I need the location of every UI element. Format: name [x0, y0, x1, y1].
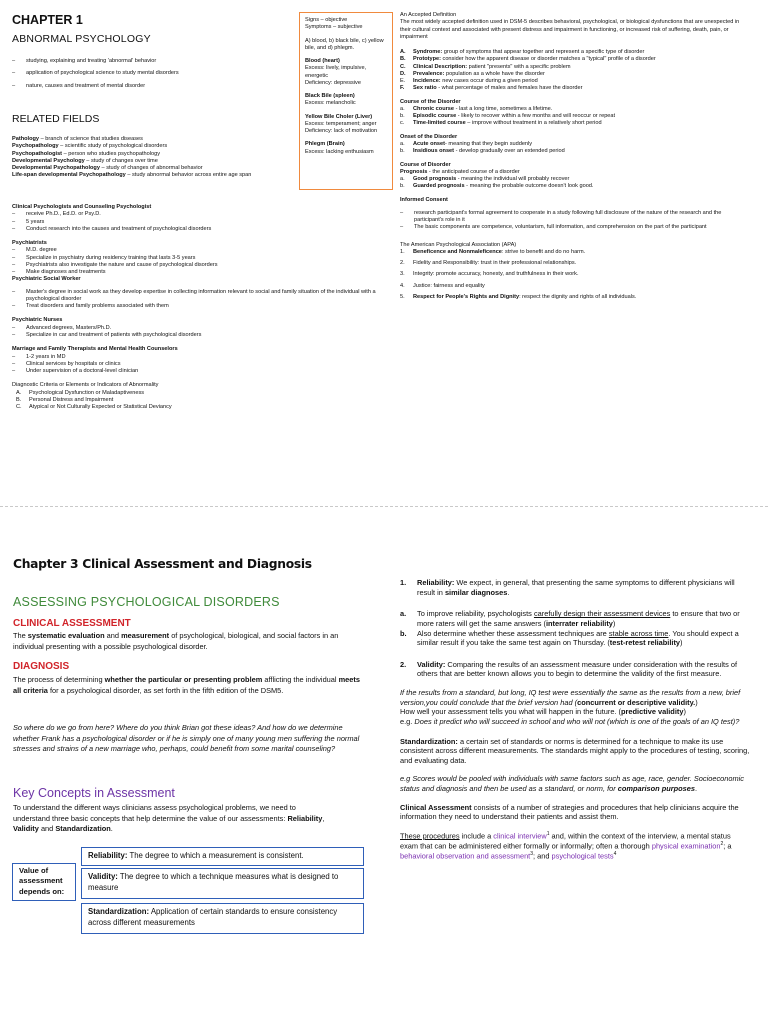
field-row: Psychopathologist – person who studies psychopathology [12, 150, 161, 157]
standardization-box: Standardization: Application of certain standards to ensure consistency across different measurements [81, 903, 364, 934]
field-row: Life-span developmental Psychopathology – study abnormal behavior across entire age span [12, 172, 252, 179]
course2-title: Course of Disorder [400, 161, 451, 168]
related-fields-list [12, 136, 297, 180]
intro-bullet: nature, causes and treatment of mental disorder [26, 82, 146, 89]
italic-paragraph: So where do we go from here? Where do you think Brian got these ideas? And how do we determine whether Frank has a psychological disorder or if he is simply one of many young men suffering the normal stresses and strains of a new marriage who, perhaps, could benefit from some marital counseling? [13, 723, 360, 754]
intro-bullet: studying, explaining and treating 'abnormal' behavior [26, 58, 157, 64]
related-fields-title: RELATED FIELDS [12, 113, 100, 125]
diagnosis-heading: DIAGNOSIS [13, 661, 70, 672]
value-label-box: Value of assessment depends on: [12, 863, 76, 901]
procedures-text: These procedures include a clinical interview$^1$ and, within the context of the interview, a mental status exam that can be administered either formally or informally; often a thorough physical examination$^2$; a behavioral observation and assessment$^3$; and psychological tests$^4$ [400, 830, 732, 861]
consent-title: Informed Consent [400, 196, 448, 203]
validity-box: Validity: The degree to which a technique measures what is designed to measure [81, 868, 364, 899]
reliability-box: Reliability: The degree to which a measurement is consistent. [81, 847, 364, 866]
assessing-heading: ASSESSING PSYCHOLOGICAL DISORDERS [13, 595, 280, 609]
apa-title: The American Psychological Association (APA) [400, 241, 517, 248]
chapter-subtitle: ABNORMAL PSYCHOLOGY [12, 33, 151, 45]
intro-bullet: application of psychological science to study mental disorders [26, 70, 179, 77]
professions-section: Clinical Psychologists and Counseling Psychologist – receive Ph.D., Ed.D. or Psy.D. – 5 years – Conduct research into the causes and treatment of psychological disorders Psychiatrists – M.D. degree – Specialize in psychiatry during residency training that lasts 3-5 years – Psychiatrists also investigate the nature and cause of psychological disorders – Make diagnoses and treatments Psychiatric Social Worker – Master's degree in social work as they develop expertise in collecting information relevant to social and family situation of the individual with a psychological disorder – Treat disorders and family problems associated with them Psychiatric Nurses – Advanced degrees, Masters/Ph.D. – Specialize in car and treatment of patients with psychological disorders Marriage and Family Therapists and Mental Health Counselors – 1-2 years in MD – Clinical services by hospitals or clinics – Under supervision of a doctoral-level clinician Diagnostic Criteria or Elements or Indicators of Abnormality A. Psychological Dysfunction or Maladaptiveness B. Personal Distress and Impairment C. Atypical or Not Culturally Expected or Statistical Deviancy [12, 204, 376, 411]
field-row: Developmental Psychology – study of changes over time [12, 157, 158, 164]
field-row: Psychopathology – scientific study of psychological disorders [12, 143, 168, 150]
point-validity: 2. Validity: Comparing the results of an assessment measure under consideration with the results of others that are better known allows you to begin to determine the validity of the first measure. [400, 659, 738, 679]
chapter3-title: Chapter 3 Clinical Assessment and Diagnosis [13, 557, 312, 571]
assessment-details-column [400, 578, 750, 861]
key-concepts-text: To understand the different ways clinicians assess psychological problems, we need to understand three basic concepts that help determine the value of our assessments: Reliability, Validity and Standardization. [13, 803, 325, 834]
definition-text: The most widely accepted definition used in DSM-5 describes behavioral, psychological, or biological dysfunctions that are unexpected in their cultural context and associated with present distress and impairment in functioning, or increased risk of suffering, death, pain, or impairment [400, 19, 740, 40]
clinical-title: Clinical Psychologists and Counseling Psychologist [12, 204, 152, 210]
chapter-title: CHAPTER 1 [12, 13, 83, 27]
point-reliability: 1. Reliability: We expect, in general, that presenting the same symptoms to different physicians will result in similar diagnoses. [400, 578, 735, 597]
intro-bullets: – studying, explaining and treating 'abnormal' behavior – application of psychological science to study mental disorders – nature, causes and treatment of mental disorder [12, 58, 179, 89]
humor-title: Blood (heart) [305, 58, 340, 65]
psychiatrists-title: Psychiatrists [12, 240, 47, 247]
key-concepts-heading: Key Concepts in Assessment [13, 786, 175, 800]
humor-title: Yellow Bile Choler (Liver) [305, 113, 373, 120]
example-text: e.g. Does it predict who will succeed in school and who will not (which is one of the goals of an IQ test)? [400, 716, 740, 726]
standardization-text: Standardization: a certain set of standards or norms is determined for a technique to make its use consistent across different measurements. The standards might apply to the procedures of testing, scoring, and evaluating data. [400, 736, 750, 765]
clinical-assessment-text: The systematic evaluation and measurement of psychological, biological, and social factors in an individual presenting with a possible psychological disorder. [13, 631, 339, 651]
onset-title: Onset of the Disorder [400, 133, 458, 140]
concurrent-validity-text: If the results from a standard, but long, IQ test were essentially the same as the results from a new, brief version,you could conclude that the brief version had (concurrent or descriptive validity.) [400, 688, 741, 707]
scores-example-text: e.g Scores would be pooled with individuals with same factors such as age, race, gender. Socioeconomic status and diagnosis and then be used as a standard, or norm, for comparison purposes. [400, 774, 744, 793]
predictive-validity-text: How well your assessment tells you what will happen in the future. (predictive validity) [400, 707, 686, 717]
humor-title: Phlegm (Brain) [305, 141, 345, 148]
diagnosis-text: The process of determining whether the particular or presenting problem afflicting the individual meets all criteria for a psychological disorder, as set forth in the fifth edition of the DSM5. [13, 675, 360, 695]
humors-box: Signs – objective Symptoms – subjective A) blood, b) black bile, c) yellow bile, and d) phlegm. Blood (heart) Excess: lively, impulsive, energetic Deficiency: depressive Black Bile (spleen) Excess: melancholic Yellow Bile Choler (Liver) Excess: temperament; anger Deficiency: lack of motivation Phlegm (Brain) Excess: lacking enthusiasm [299, 12, 393, 190]
field-row: Pathology – branch of science that studies diseases [12, 136, 143, 142]
definitions-column: An Accepted Definition The most widely accepted definition used in DSM-5 describes behavioral, psychological, or biological dysfunctions that are unexpected in their cultural context and associated with present distress and impairment in functioning, or increased risk of suffering, death, pain, or impairment A. Syndrome: group of symptoms that appear together and represent a specific type of disorder B. Prototype: consider how the apparent disease or disorder matches a "typical" profile of a disorder C. Clinical Description: patient "presents" with a specific problem D. Prevalence: population as a whole have the disorder E. Incidence: new cases occur during a given period F. Sex ratio - what percentage of males and females have the disorder Course of the Disorder a. Chronic course - last a long time, sometimes a lifetime. b. Episodic course - likely to recover within a few months and will reoccur or repeat c. Time-limited course – improve without treatment in a relatively short period Onset of the Disorder a. Acute onset- meaning that they begin suddenly b. Insidious onset - develop gradually over an extended period Course of Disorder Prognosis - the anticipated course of a disorder a. Good prognosis - meaning the individual will probably recover b. Guarded prognosis - meaning the probable outcome doesn't look good. Informed Consent – research participant's formal agreement to cooperate in a study following full disclosure of the nature of the research and the participant's role in it – The basic components are competence, voluntarism, full information, and comprehension on the part of the participant The American Psychological Association (APA) 1. Beneficence and Nonmaleficence: strive to benefit and do no harm. 2. Fidelity and Responsibility: trust in their professional relationships. 3. Integrity: promote accuracy, honesty, and truthfulness in their work. 4. Justice: fairness and equality 5. Respect for People's Rights and Dignity: respect the dignity and rights of all individuals. [400, 12, 742, 301]
social-worker-title: Psychiatric Social Worker [12, 276, 81, 283]
point-interrater: a. To improve reliability, psychologists carefully design their assessment devices to ensure that two or more raters will get the same answers (interrater reliability) [400, 609, 740, 628]
humor-title: Black Bile (spleen) [305, 93, 355, 100]
page-divider [0, 506, 768, 507]
clinical-assessment-heading: CLINICAL ASSESSMENT [13, 618, 131, 629]
criteria-title: Diagnostic Criteria or Elements or Indicators of Abnormality [12, 382, 159, 389]
nurses-title: Psychiatric Nurses [12, 317, 63, 324]
clinical-assessment-definition: Clinical Assessment consists of a number of strategies and procedures that help clinicians acquire the information they need to understand their patients and assist them. [400, 802, 739, 822]
mft-title: Marriage and Family Therapists and Mental Health Counselors [12, 346, 178, 353]
field-row: Developmental Psychopathology – study of changes of abnormal behavior [12, 165, 203, 172]
point-test-retest: b. Also determine whether these assessment techniques are stable across time. You should expect a similar result if you take the same test again on Thursday. (test-retest reliability) [400, 628, 739, 648]
definition-title: An Accepted Definition [400, 12, 457, 18]
course-title: Course of the Disorder [400, 98, 461, 105]
